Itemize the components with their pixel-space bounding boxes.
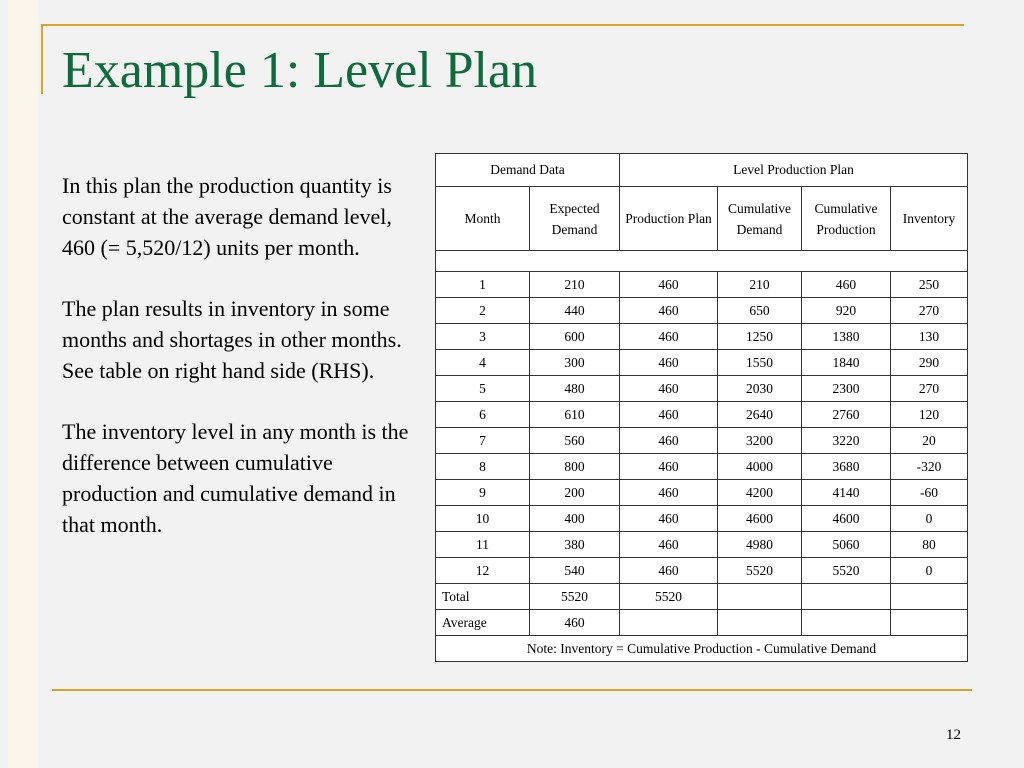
table-cell: 5520 — [530, 584, 620, 610]
table-cell: 460 — [620, 324, 718, 350]
table-row — [436, 298, 968, 324]
table-cell: 9 — [436, 480, 530, 506]
table-row — [436, 402, 968, 428]
column-header-cumulative-production: Cumulative Production — [802, 187, 891, 251]
table-cell: 460 — [620, 402, 718, 428]
table-cell: 8 — [436, 454, 530, 480]
table-cell: 5520 — [802, 558, 891, 584]
title-bracket-vertical — [41, 24, 43, 94]
table-cell: 480 — [530, 376, 620, 402]
table-cell: 600 — [530, 324, 620, 350]
table-cell: 2 — [436, 298, 530, 324]
table-cell: 460 — [620, 350, 718, 376]
table-row — [436, 324, 968, 350]
table-note: Note: Inventory = Cumulative Production - Cumulative Demand — [436, 636, 968, 662]
table-cell — [718, 610, 802, 636]
table-cell: 11 — [436, 532, 530, 558]
paragraph-average-demand: In this plan the production quantity is constant at the average demand level, 460 (= 5,520/12) units per month. — [62, 173, 392, 260]
blank-spacer-row — [436, 251, 968, 272]
table-cell: 460 — [620, 428, 718, 454]
demand-data-header: Demand Data — [436, 154, 620, 187]
table-cell: 1250 — [718, 324, 802, 350]
table-cell: 460 — [620, 480, 718, 506]
table-cell: 210 — [718, 272, 802, 298]
table-cell: 460 — [620, 376, 718, 402]
table-cell: 5 — [436, 376, 530, 402]
table-cell: 250 — [891, 272, 968, 298]
column-header-inventory: Inventory — [891, 187, 968, 251]
table-cell — [718, 584, 802, 610]
table-cell: 2760 — [802, 402, 891, 428]
table-row — [436, 532, 968, 558]
table-cell: -60 — [891, 480, 968, 506]
level-production-plan-header: Level Production Plan — [620, 154, 968, 187]
table-cell: 200 — [530, 480, 620, 506]
column-header-month: Month — [436, 187, 530, 251]
table-row — [436, 376, 968, 402]
table-cell: 1 — [436, 272, 530, 298]
table-cell: 3220 — [802, 428, 891, 454]
table-cell: 5520 — [620, 584, 718, 610]
left-accent-strip — [8, 0, 38, 768]
table-row — [436, 428, 968, 454]
table-cell: 460 — [620, 558, 718, 584]
table-cell: 4600 — [802, 506, 891, 532]
table-cell: 440 — [530, 298, 620, 324]
table-cell: 460 — [620, 454, 718, 480]
average-row — [436, 610, 968, 636]
table-cell: 540 — [530, 558, 620, 584]
table-cell: 3680 — [802, 454, 891, 480]
table-cell: 1380 — [802, 324, 891, 350]
note-row — [436, 636, 968, 662]
title-bracket-top — [41, 24, 964, 26]
table-cell: 270 — [891, 298, 968, 324]
table-cell: 300 — [530, 350, 620, 376]
table-cell: 4 — [436, 350, 530, 376]
level-plan-table — [435, 153, 968, 662]
table-cell: 1840 — [802, 350, 891, 376]
paragraph-inventory-shortages: The plan results in inventory in some months and shortages in other months. See table on right hand side (RHS). — [62, 296, 402, 383]
table-cell: 4200 — [718, 480, 802, 506]
slide-title: Example 1: Level Plan — [62, 42, 538, 99]
table-cell: 4980 — [718, 532, 802, 558]
blank-cell — [436, 251, 968, 272]
table-cell: 12 — [436, 558, 530, 584]
table-cell: 460 — [620, 298, 718, 324]
table-row — [436, 272, 968, 298]
table-cell: Average — [436, 610, 530, 636]
table-cell — [802, 610, 891, 636]
column-header-expected-demand: Expected Demand — [530, 187, 620, 251]
table-cell: 10 — [436, 506, 530, 532]
table-row — [436, 506, 968, 532]
table-cell: 460 — [530, 610, 620, 636]
table-cell: 460 — [620, 272, 718, 298]
table-cell: 120 — [891, 402, 968, 428]
table-cell: 460 — [620, 532, 718, 558]
table-cell: 7 — [436, 428, 530, 454]
table-cell: 0 — [891, 558, 968, 584]
paragraph-inventory-definition: The inventory level in any month is the difference between cumulative production and cumulative demand in that month. — [62, 419, 409, 537]
table-row — [436, 558, 968, 584]
table-cell — [891, 584, 968, 610]
table-cell: 20 — [891, 428, 968, 454]
table-cell — [620, 610, 718, 636]
table-cell: 6 — [436, 402, 530, 428]
table-cell: -320 — [891, 454, 968, 480]
table-cell: 4600 — [718, 506, 802, 532]
table-cell: 5520 — [718, 558, 802, 584]
body-text — [62, 170, 412, 570]
table-cell: 920 — [802, 298, 891, 324]
table-cell: 380 — [530, 532, 620, 558]
table-cell: 5060 — [802, 532, 891, 558]
table-row — [436, 480, 968, 506]
total-row — [436, 584, 968, 610]
table-cell: 460 — [802, 272, 891, 298]
table-cell: 210 — [530, 272, 620, 298]
table-cell: 3 — [436, 324, 530, 350]
table-cell: 3200 — [718, 428, 802, 454]
table-cell: 290 — [891, 350, 968, 376]
group-header-row — [436, 154, 968, 187]
table-body — [436, 251, 968, 662]
table-cell: 460 — [620, 506, 718, 532]
table-cell: 610 — [530, 402, 620, 428]
table-cell: 560 — [530, 428, 620, 454]
table-cell: 650 — [718, 298, 802, 324]
table-cell: 130 — [891, 324, 968, 350]
table-cell: 1550 — [718, 350, 802, 376]
footer-rule — [52, 689, 972, 691]
table-cell: 270 — [891, 376, 968, 402]
table-cell: 4000 — [718, 454, 802, 480]
table-cell — [891, 610, 968, 636]
table-cell: 0 — [891, 506, 968, 532]
table-cell: Total — [436, 584, 530, 610]
table-cell — [802, 584, 891, 610]
table-cell: 80 — [891, 532, 968, 558]
table-row — [436, 350, 968, 376]
table-cell: 2640 — [718, 402, 802, 428]
page-number: 12 — [946, 727, 961, 743]
column-header-cumulative-demand: Cumulative Demand — [718, 187, 802, 251]
table-cell: 400 — [530, 506, 620, 532]
table-cell: 4140 — [802, 480, 891, 506]
column-header-production-plan: Production Plan — [620, 187, 718, 251]
table-row — [436, 454, 968, 480]
table-cell: 2030 — [718, 376, 802, 402]
table-cell: 2300 — [802, 376, 891, 402]
column-header-row — [436, 187, 968, 251]
table-cell: 800 — [530, 454, 620, 480]
